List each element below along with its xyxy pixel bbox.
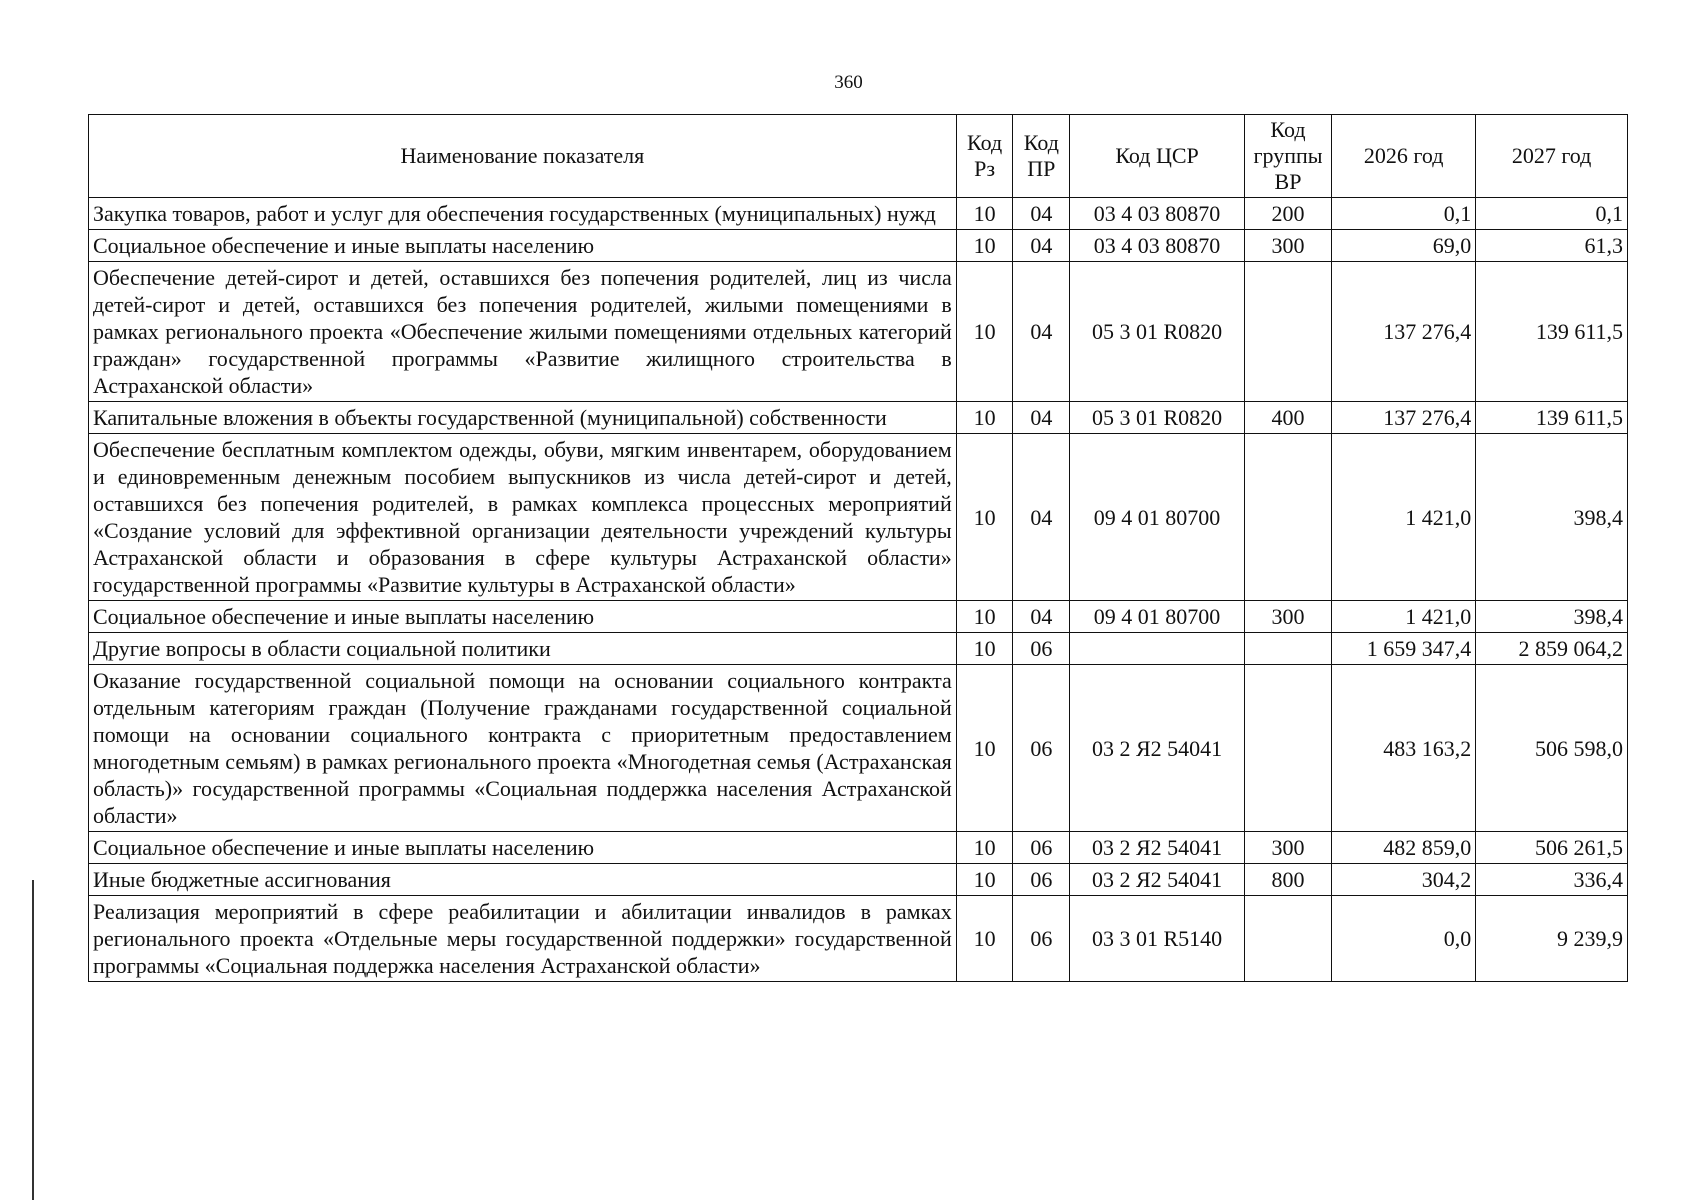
row-2026: 304,2 bbox=[1332, 864, 1476, 896]
row-vr bbox=[1244, 262, 1331, 402]
header-rz: Код Рз bbox=[956, 115, 1013, 198]
row-rz: 10 bbox=[956, 832, 1013, 864]
row-pr: 06 bbox=[1013, 864, 1070, 896]
row-csr: 05 3 01 R0820 bbox=[1070, 262, 1245, 402]
row-2026: 137 276,4 bbox=[1332, 402, 1476, 434]
table-row bbox=[89, 864, 1628, 896]
row-pr: 04 bbox=[1013, 434, 1070, 601]
row-2026: 69,0 bbox=[1332, 230, 1476, 262]
row-2027: 398,4 bbox=[1476, 434, 1628, 601]
row-pr: 06 bbox=[1013, 665, 1070, 832]
table-row bbox=[89, 262, 1628, 402]
page-number: 360 bbox=[834, 72, 863, 93]
header-name: Наименование показателя bbox=[89, 115, 957, 198]
row-vr bbox=[1244, 665, 1331, 832]
row-name: Социальное обеспечение и иные выплаты населению bbox=[89, 230, 957, 262]
budget-table bbox=[88, 114, 1628, 982]
row-vr: 300 bbox=[1244, 601, 1331, 633]
row-2026: 137 276,4 bbox=[1332, 262, 1476, 402]
row-csr: 09 4 01 80700 bbox=[1070, 434, 1245, 601]
row-csr: 03 2 Я2 54041 bbox=[1070, 832, 1245, 864]
row-csr: 03 4 03 80870 bbox=[1070, 230, 1245, 262]
row-2026: 1 421,0 bbox=[1332, 601, 1476, 633]
row-2026: 482 859,0 bbox=[1332, 832, 1476, 864]
row-vr: 400 bbox=[1244, 402, 1331, 434]
row-rz: 10 bbox=[956, 633, 1013, 665]
row-2026: 0,1 bbox=[1332, 198, 1476, 230]
row-pr: 04 bbox=[1013, 601, 1070, 633]
row-rz: 10 bbox=[956, 665, 1013, 832]
row-csr: 03 2 Я2 54041 bbox=[1070, 864, 1245, 896]
row-name: Иные бюджетные ассигнования bbox=[89, 864, 957, 896]
row-2027: 139 611,5 bbox=[1476, 262, 1628, 402]
row-vr bbox=[1244, 434, 1331, 601]
row-csr: 03 4 03 80870 bbox=[1070, 198, 1245, 230]
row-2026: 1 421,0 bbox=[1332, 434, 1476, 601]
table-body bbox=[89, 198, 1628, 982]
row-pr: 04 bbox=[1013, 198, 1070, 230]
row-2027: 0,1 bbox=[1476, 198, 1628, 230]
row-name: Реализация мероприятий в сфере реабилитации и абилитации инвалидов в рамках регионального проекта «Отдельные меры государственной поддержки» государственной программы «Социальная поддержка населения Астраханской области» bbox=[89, 896, 957, 982]
row-rz: 10 bbox=[956, 402, 1013, 434]
row-vr bbox=[1244, 633, 1331, 665]
row-pr: 06 bbox=[1013, 633, 1070, 665]
row-pr: 06 bbox=[1013, 832, 1070, 864]
row-vr: 300 bbox=[1244, 230, 1331, 262]
row-2027: 9 239,9 bbox=[1476, 896, 1628, 982]
row-2026: 0,0 bbox=[1332, 896, 1476, 982]
header-row bbox=[89, 115, 1628, 198]
table-row bbox=[89, 601, 1628, 633]
header-vr: Код группы ВР bbox=[1244, 115, 1331, 198]
table-row bbox=[89, 198, 1628, 230]
row-csr: 05 3 01 R0820 bbox=[1070, 402, 1245, 434]
row-name: Капитальные вложения в объекты государственной (муниципальной) собственности bbox=[89, 402, 957, 434]
header-2027: 2027 год bbox=[1476, 115, 1628, 198]
table-row bbox=[89, 633, 1628, 665]
row-name: Другие вопросы в области социальной политики bbox=[89, 633, 957, 665]
row-csr: 09 4 01 80700 bbox=[1070, 601, 1245, 633]
header-2026: 2026 год bbox=[1332, 115, 1476, 198]
table-row bbox=[89, 402, 1628, 434]
row-rz: 10 bbox=[956, 601, 1013, 633]
row-csr bbox=[1070, 633, 1245, 665]
row-vr: 300 bbox=[1244, 832, 1331, 864]
row-name: Социальное обеспечение и иные выплаты населению bbox=[89, 832, 957, 864]
row-2027: 61,3 bbox=[1476, 230, 1628, 262]
row-vr: 200 bbox=[1244, 198, 1331, 230]
row-rz: 10 bbox=[956, 230, 1013, 262]
header-pr: Код ПР bbox=[1013, 115, 1070, 198]
row-2027: 506 598,0 bbox=[1476, 665, 1628, 832]
row-name: Социальное обеспечение и иные выплаты населению bbox=[89, 601, 957, 633]
row-2026: 1 659 347,4 bbox=[1332, 633, 1476, 665]
row-csr: 03 3 01 R5140 bbox=[1070, 896, 1245, 982]
row-vr: 800 bbox=[1244, 864, 1331, 896]
table-row bbox=[89, 230, 1628, 262]
row-rz: 10 bbox=[956, 864, 1013, 896]
row-csr: 03 2 Я2 54041 bbox=[1070, 665, 1245, 832]
row-rz: 10 bbox=[956, 198, 1013, 230]
row-2027: 2 859 064,2 bbox=[1476, 633, 1628, 665]
table-row bbox=[89, 896, 1628, 982]
row-2027: 336,4 bbox=[1476, 864, 1628, 896]
row-name: Обеспечение детей-сирот и детей, оставшихся без попечения родителей, лиц из числа детей-сирот и детей, оставшихся без попечения родителей, жилыми помещениями в рамках регионального проекта «Обеспечение жилыми помещениями отдельных категорий граждан» государственной программы «Развитие жилищного строительства в Астраханской области» bbox=[89, 262, 957, 402]
row-pr: 06 bbox=[1013, 896, 1070, 982]
row-2027: 139 611,5 bbox=[1476, 402, 1628, 434]
row-name: Оказание государственной социальной помощи на основании социального контракта отдельным категориям граждан (Получение гражданами государственной социальной помощи на основании социального контракта с приоритетным предоставлением многодетным семьям) в рамках регионального проекта «Многодетная семья (Астраханская область)» государственной программы «Социальная поддержка населения Астраханской области» bbox=[89, 665, 957, 832]
row-2027: 398,4 bbox=[1476, 601, 1628, 633]
row-pr: 04 bbox=[1013, 262, 1070, 402]
row-rz: 10 bbox=[956, 434, 1013, 601]
margin-rule bbox=[32, 880, 34, 1200]
table-row bbox=[89, 434, 1628, 601]
row-name: Закупка товаров, работ и услуг для обеспечения государственных (муниципальных) нужд bbox=[89, 198, 957, 230]
row-rz: 10 bbox=[956, 896, 1013, 982]
table-row bbox=[89, 832, 1628, 864]
table-row bbox=[89, 665, 1628, 832]
row-rz: 10 bbox=[956, 262, 1013, 402]
row-pr: 04 bbox=[1013, 402, 1070, 434]
row-2027: 506 261,5 bbox=[1476, 832, 1628, 864]
row-name: Обеспечение бесплатным комплектом одежды, обуви, мягким инвентарем, оборудованием и единовременным денежным пособием выпускников из числа детей-сирот и детей, оставшихся без попечения родителей, в рамках комплекса процессных мероприятий «Создание условий для эффективной организации деятельности учреждений культуры Астраханской области и образования в сфере культуры Астраханской области» государственной программы «Развитие культуры в Астраханской области» bbox=[89, 434, 957, 601]
row-2026: 483 163,2 bbox=[1332, 665, 1476, 832]
row-vr bbox=[1244, 896, 1331, 982]
header-csr: Код ЦСР bbox=[1070, 115, 1245, 198]
row-pr: 04 bbox=[1013, 230, 1070, 262]
